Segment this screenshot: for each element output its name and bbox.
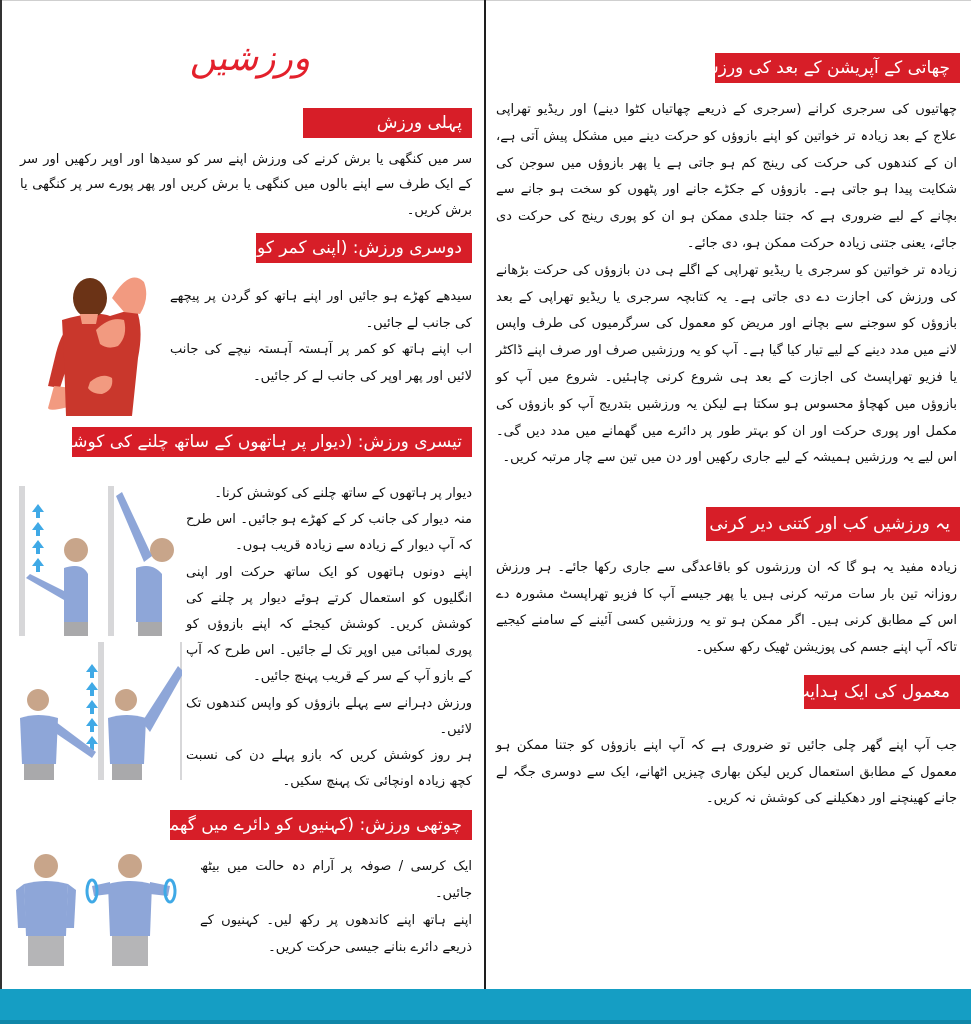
figure-4-arm [142, 666, 182, 732]
exercise-3-heading: تیسری ورزش: (دیوار پر ہاتھوں کے ساتھ چلنے کی کوشش کرنا) [72, 427, 472, 457]
exercise-3-step-3: اپنے دونوں ہاتھوں کو ایک ساتھ حرکت اور اپنی انگلیوں کو استعمال کرتے ہوئے دیوار پر چلنے کی کوشش کریں۔ کوشش کیجئے کہ اپنے بازوؤں کو پوری لمبائی میں اوپر تک لے جائیں۔ اس طرح کہ آپ کے بازو آپ کے سر کے قریب پہنچ جائیں۔ [186, 564, 472, 685]
wall-3 [98, 642, 104, 780]
up-arrows-2 [86, 664, 98, 750]
figure-1-head [64, 538, 88, 562]
section-3-text [496, 733, 957, 813]
figure-3-body [20, 715, 58, 764]
exercise-4-step-1: ایک کرسی / صوفہ پر آرام دہ حالت میں بیٹھ جائیں۔ [200, 859, 472, 901]
section-2-paragraph: زیادہ مفید یہ ہو گا کہ ان ورزشوں کو باقاعدگی سے جاری رکھا جائے۔ ہر ورزش روزانہ تین بار سات مرتبہ کرنی ہیں یا پھر جیسے آپ کا فزیو تھراپسٹ مشورہ دے اس کے مطابق کرنی ہیں۔ اگر ممکن ہو تو یہ ورزشیں کسی آئینے کے سامنے کیجیے تاکہ آپ اپنے جسم کی پوزیشن ٹھیک رکھ سکیں۔ [496, 560, 957, 655]
wall-walk-illustration [12, 482, 182, 782]
figure-3-legs [24, 764, 54, 780]
section-1-paragraph-1: چھاتیوں کی سرجری کرانے (سرجری کے ذریعے چھاتیاں کٹوا دینے) اور ریڈیو تھراپی علاج کے بعد زیادہ تر خواتین کو اپنے بازوؤں کو حرکت دینے میں مشکل پیش آتی ہے، ان کے کندھوں کی حرکت کی رینج کم ہو جاتی ہے یا پھر بازوؤں میں سوجن کی شکایت پیدا ہو جاتی ہے۔ بازوؤں کے جکڑے جانے اور پٹھوں کو سخت ہو جانے سے بچانے کے لیے ضروری ہے کہ جتنا جلدی ممکن ہو ان کو پوری رینج کی حرکت دی جائے، یعنی جتنی زیادہ حرکت ممکن ہو، دی جائے۔ [496, 102, 957, 251]
figure-4-body [108, 715, 146, 764]
neck [80, 314, 98, 324]
wall-1 [19, 486, 25, 636]
exercise-3-step-1: دیوار پر ہاتھوں کے ساتھ چلنے کی کوشش کرنا۔ [214, 486, 472, 501]
section-1-heading: چھاتی کے آپریشن کے بعد کی ورزشیں [715, 53, 960, 83]
raised-arm [112, 278, 146, 314]
exercise-4-text [200, 853, 472, 961]
figure-6-legs [112, 936, 148, 966]
exercise-3-step-2: منہ دیوار کی جانب کر کے کھڑے ہو جائیں۔ اس طرح کہ آپ دیوار کے زیادہ سے زیادہ قریب ہوں۔ [186, 512, 472, 554]
figure-6-head [118, 854, 142, 878]
exercise-4-step-2: اپنے ہاتھ اپنے کاندھوں پر رکھ لیں۔ کہنیوں کے ذریعے دائرے بنانے جیسی حرکت کریں۔ [200, 913, 472, 955]
figure-1-arm [26, 574, 66, 600]
wall-4 [180, 642, 182, 780]
exercise-2-step-1: سیدھے کھڑے ہو جائیں اور اپنے ہاتھ کو گردن پر پیچھے کی جانب لے جائیں۔ [170, 289, 472, 331]
exercise-2-heading: دوسری ورزش: (اپنی کمر کو کھجانا) [256, 233, 472, 263]
rotation-arrow-left [87, 880, 97, 902]
exercise-1-heading: پہلی ورزش [303, 108, 472, 138]
exercise-2-step-2: اب اپنے ہاتھ کو کمر پر آہستہ آہستہ نیچے کی جانب لائیں اور پھر اوپر کی جانب لے کر جائیں۔ [170, 342, 472, 384]
section-1-text [496, 97, 957, 472]
section-1-paragraph-2: زیادہ تر خواتین کو سرجری یا ریڈیو تھراپی کے اگلے ہی دن بازوؤں کی حرکت بڑھانے کی ورزش کی اجازت دے دی جاتی ہے۔ یہ کتابچہ سرجری یا ریڈیو تھراپی کے بعد بازوؤں کو سوجنے سے بچانے اور مریض کو معمول کی سرگرمیوں کی طرف واپس لانے میں مدد دینے کے لیے تیار کیا گیا ہے۔ آپ کو یہ ورزشیں صرف اور صرف اپنے ڈاکٹر یا فزیو تھراپسٹ کی اجازت کے بعد ہی شروع کرنی چاہئیں۔ شروع میں آپ کو بازوؤں میں کھچاؤ محسوس ہو سکتا ہے لیکن یہ ورزشیں بتدریج آپ کو بازوؤں کی مکمل اور پوری حرکت اور ان کو بہتر طور پر دائرے میں گھمانے میں مدد دیں گی۔ اس لیے یہ ورزشیں ہمیشہ کے لیے جاری رکھیں اور دن میں تین سے چار مرتبہ کریں۔ [496, 262, 957, 466]
figure-4-head [115, 689, 137, 711]
column-divider [484, 0, 486, 990]
red-shirt [62, 308, 141, 416]
elbow-circle-illustration [12, 850, 177, 968]
figure-4-legs [112, 764, 142, 780]
section-3-paragraph: جب آپ اپنے گھر چلی جائیں تو ضروری ہے کہ آپ اپنے بازوؤں کو جتنا ممکن ہو معمول کے مطابق استعمال کریں لیکن بھاری چیزیں اٹھانے، ایک سے دوسری جگہ لے جانے کھینچنے اور دھکیلنے کی کوشش نہ کریں۔ [496, 738, 957, 806]
section-2-heading: یہ ورزشیں کب اور کتنی دیر کرنی چاہئیں [706, 507, 960, 541]
exercise-3-text [186, 481, 472, 795]
figure-6-body [108, 881, 152, 936]
back-scratch-illustration [40, 268, 152, 416]
footer-bar-edge [0, 1020, 971, 1024]
rotation-arrow-right [165, 880, 175, 902]
figure-1-legs [64, 622, 88, 636]
exercise-1-paragraph: سر میں کنگھی یا برش کرنے کی ورزش اپنے سر کو سیدھا اور اوپر رکھیں اور سر کے ایک طرف سے اپنے بالوں میں کنگھی یا برش کریں اور پھر پورے سر پر کنگھی یا برش کریں۔ [20, 152, 472, 218]
figure-2-head [150, 538, 174, 562]
section-2-text [496, 555, 957, 661]
figure-2-body [136, 566, 162, 622]
footer-bar [0, 989, 971, 1024]
head-hair [73, 278, 107, 318]
exercise-3-step-4: ورزش دہرانے سے پہلے بازوؤں کو واپس کندھوں تک لائیں۔ [186, 695, 472, 737]
figure-5-legs [28, 936, 64, 966]
up-arrows-1 [32, 504, 44, 572]
wall-2 [108, 486, 114, 636]
figure-2-legs [138, 622, 162, 636]
figure-2-arm [116, 492, 152, 562]
figure-3-head [27, 689, 49, 711]
exercise-1-text [20, 147, 472, 223]
exercise-4-heading: چوتھی ورزش: (کہنیوں کو دائرے میں گھمانا) [170, 810, 472, 840]
exercise-2-text [170, 284, 472, 390]
figure-5-head [34, 854, 58, 878]
section-3-heading: معمول کی ایک ہدایت [804, 675, 960, 709]
page-title: ورزشیں [189, 38, 311, 79]
figure-5-body [24, 881, 68, 936]
left-page-edge [0, 0, 2, 990]
figure-1-body [64, 566, 88, 622]
exercise-3-step-5: ہر روز کوشش کریں کہ بازو پہلے دن کی نسبت کچھ زیادہ اونچائی تک پہنچ سکیں۔ [186, 748, 472, 790]
